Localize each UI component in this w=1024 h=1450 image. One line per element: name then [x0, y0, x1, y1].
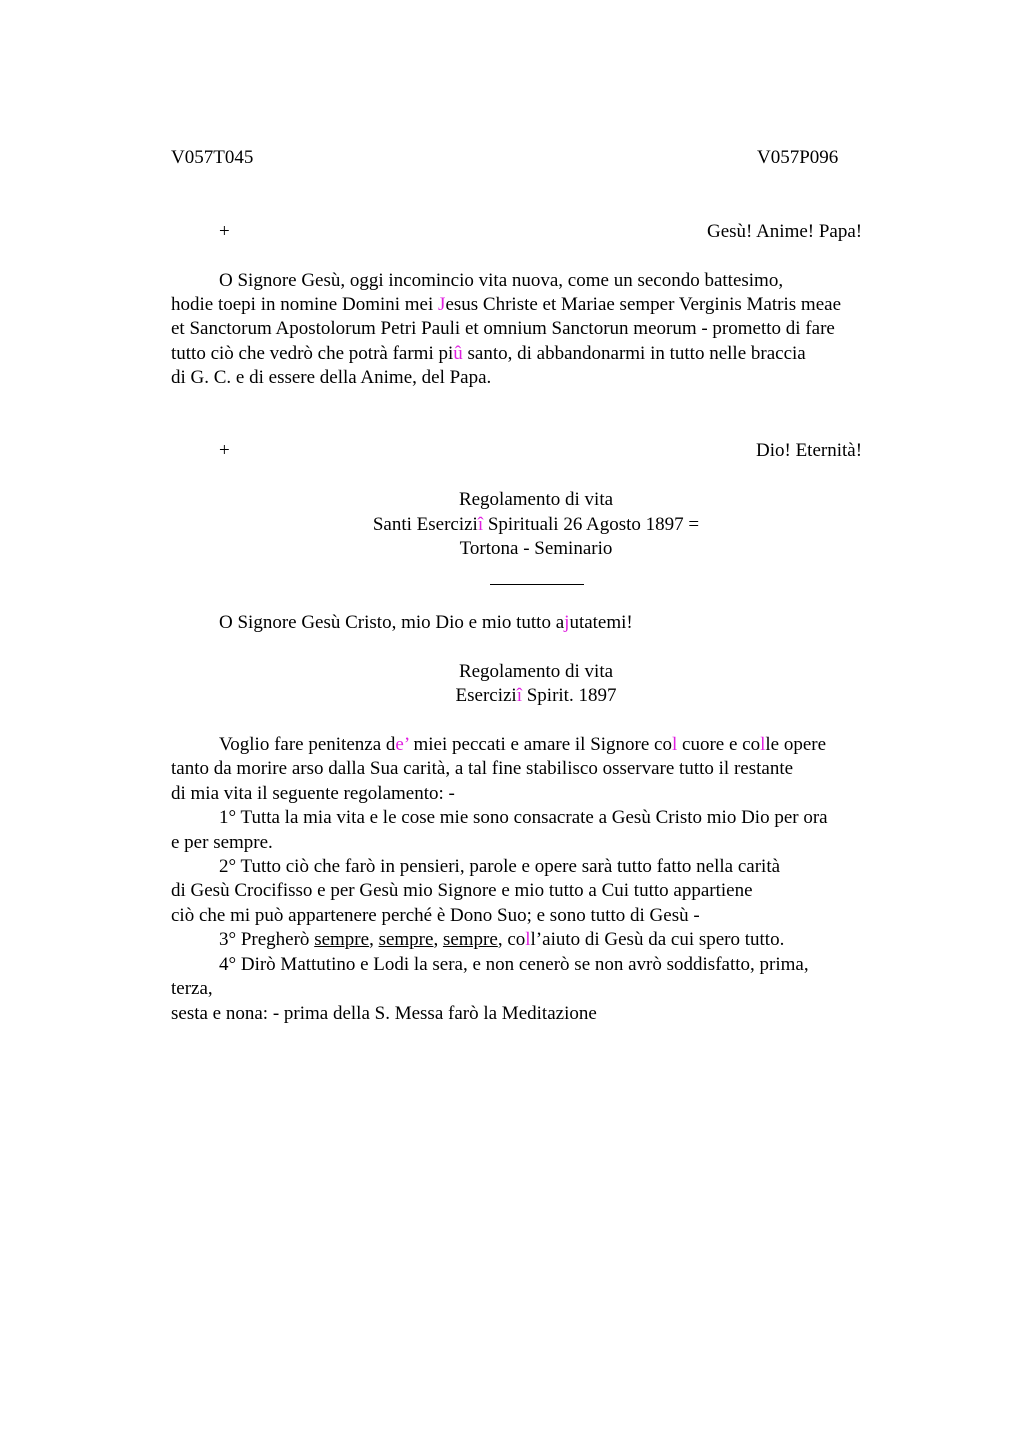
rule-2-line-2: di Gesù Crocifisso e per Gesù mio Signore e mio tutto a Cui tutto appartiene: [171, 880, 753, 901]
text-span: tutto ciò che vedrò che potrà farmi pi: [171, 343, 454, 364]
vow-line-3: et Sanctorum Apostolorum Petri Pauli et omnium Sanctorun meorum - prometto di fare: [171, 318, 835, 339]
text-span: Spirituali 26 Agosto 1897 =: [483, 514, 700, 535]
text-span: ,: [433, 929, 443, 950]
text-span: esus Christe et Mariae semper Verginis Matris meae: [445, 294, 841, 315]
text-span: l’aiuto di Gesù da cui spero tutto.: [530, 929, 785, 950]
document-code-right: V057P096: [757, 147, 839, 168]
retreat-place: Tortona - Seminario: [459, 538, 613, 559]
section-divider: [490, 584, 584, 585]
text-span: O Signore Gesù Cristo, mio Dio e mio tutto a: [219, 612, 565, 633]
text-span: le opere: [765, 734, 827, 755]
highlighted-letter: J: [438, 294, 446, 315]
text-span: Santi Esercizi: [372, 514, 478, 535]
highlighted-letter: e’: [395, 734, 409, 755]
rule-4-line-3: sesta e nona: - prima della S. Messa farò la Meditazione: [171, 1003, 597, 1024]
text-span: miei peccati e amare il Signore co: [408, 734, 672, 755]
underlined-word: sempre: [314, 929, 370, 950]
paragraph-1-line-1: [219, 734, 826, 756]
text-span: ,: [369, 929, 379, 950]
document-code-left: V057T045: [171, 147, 254, 168]
underlined-word: sempre: [378, 929, 434, 950]
paragraph-1-line-3: di mia vita il seguente regolamento: -: [171, 783, 455, 804]
text-span: utatemi!: [569, 612, 633, 633]
rule-3-line: [219, 929, 784, 951]
motto-gesu-anime-papa: Gesù! Anime! Papa!: [707, 221, 863, 242]
highlighted-letter: û: [453, 343, 463, 364]
rule-2-line-1: 2° Tutto ciò che farò in pensieri, parole e opere sarà tutto fatto nella carità: [219, 856, 781, 877]
text-span: hodie toepi in nomine Domini mei: [171, 294, 439, 315]
highlighted-letter: l: [672, 734, 678, 755]
cross-mark: +: [219, 440, 230, 461]
retreat-subtitle-2: [0, 685, 1024, 707]
cross-mark: +: [219, 221, 230, 242]
text-span: Esercizi: [455, 685, 517, 706]
text-span: , co: [497, 929, 526, 950]
rule-1-line-1: 1° Tutta la mia vita e le cose mie sono consacrate a Gesù Cristo mio Dio per ora: [219, 807, 828, 828]
vow-line-1: O Signore Gesù, oggi incomincio vita nuova, come un secondo battesimo,: [219, 270, 784, 291]
highlighted-letter: l: [525, 929, 531, 950]
vow-line-5: di G. C. e di essere della Anime, del Papa.: [171, 367, 492, 388]
retreat-subtitle: [0, 514, 1024, 536]
text-span: santo, di abbandonarmi in tutto nelle braccia: [462, 343, 806, 364]
text-span: 3° Pregherò: [219, 929, 315, 950]
motto-dio-eternita: Dio! Eternità!: [756, 440, 863, 461]
paragraph-1-line-2: tanto da morire arso dalla Sua carità, a tal fine stabilisco osservare tutto il restante: [171, 758, 794, 779]
text-span: cuore e co: [677, 734, 761, 755]
rule-4-line-2: terza,: [171, 978, 213, 999]
rule-1-line-2: e per sempre.: [171, 832, 273, 853]
text-span: Spirit. 1897: [521, 685, 617, 706]
highlighted-letter: l: [760, 734, 766, 755]
highlighted-letter: î: [477, 514, 484, 535]
rule-of-life-title-2: Regolamento di vita: [458, 661, 614, 682]
highlighted-letter: î: [516, 685, 522, 706]
rule-of-life-title: Regolamento di vita: [458, 489, 614, 510]
highlighted-letter: j: [564, 612, 570, 633]
vow-line-2: [171, 294, 841, 316]
vow-line-4: [171, 343, 806, 365]
text-span: Voglio fare penitenza d: [219, 734, 396, 755]
underlined-word: sempre: [442, 929, 498, 950]
invocation-line: [219, 612, 633, 634]
rule-2-line-3: ciò che mi può appartenere perché è Dono Suo; e sono tutto di Gesù -: [171, 905, 700, 926]
rule-4-line-1: 4° Dirò Mattutino e Lodi la sera, e non cenerò se non avrò soddisfatto, prima,: [219, 954, 809, 975]
